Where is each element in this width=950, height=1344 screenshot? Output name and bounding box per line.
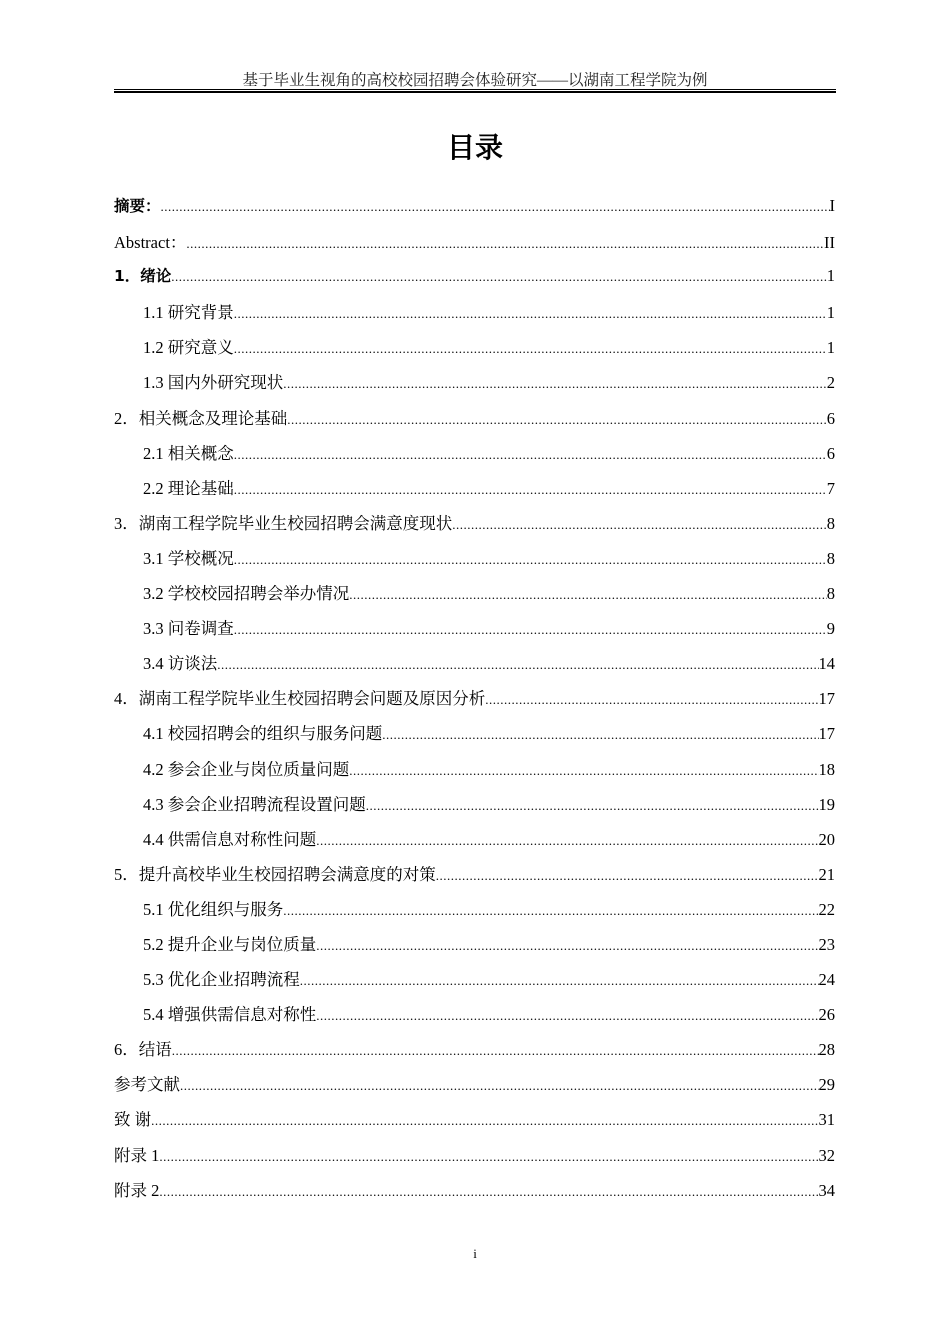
dot-leader [349, 763, 818, 779]
dot-leader [161, 199, 830, 215]
page-number: i [473, 1246, 477, 1261]
toc-entry[interactable] [114, 720, 835, 755]
toc-entry-page: 26 [818, 1005, 835, 1025]
toc-entry[interactable] [114, 229, 835, 264]
toc-entry-page: 19 [818, 794, 835, 814]
toc-entry-page: 14 [818, 654, 835, 674]
toc-entry-label: 附录 2 [114, 1180, 160, 1200]
toc-entry[interactable] [114, 369, 835, 404]
toc-entry-page: 8 [826, 513, 835, 533]
dot-leader [171, 269, 826, 285]
dot-leader [234, 482, 827, 498]
toc-entry-label: 4.2 参会企业与岗位质量问题 [143, 759, 350, 779]
dot-leader [159, 1184, 818, 1200]
toc-entry-page: 31 [818, 1110, 835, 1130]
toc-entry-label: 5.4 增强供需信息对称性 [143, 1005, 317, 1025]
toc-entry[interactable] [114, 685, 835, 720]
toc-entry[interactable] [114, 405, 835, 440]
toc-entry-label: 致 谢 [114, 1110, 152, 1130]
toc-entry-label: 5．提升高校毕业生校园招聘会满意度的对策 [114, 864, 436, 884]
toc-entry-page: 1 [826, 266, 835, 286]
toc-entry-page: II [824, 233, 835, 253]
toc-entry-label: 1.2 研究意义 [143, 338, 234, 358]
toc-entry-label: 4.4 供需信息对称性问题 [143, 829, 317, 849]
toc-entry-label: 1．绪论 [114, 267, 172, 286]
dot-leader [300, 973, 819, 989]
dot-leader [283, 903, 818, 919]
toc-entry-page: 7 [826, 478, 835, 498]
toc-entry[interactable] [114, 756, 835, 791]
toc-entry-label: 4.1 校园招聘会的组织与服务问题 [143, 724, 383, 744]
toc-entry-page: 20 [818, 829, 835, 849]
toc-entry-page: 8 [826, 584, 835, 604]
dot-leader [234, 447, 827, 463]
toc-entry-page: 6 [826, 408, 835, 428]
dot-leader [234, 306, 827, 322]
page-title: 目录 [446, 131, 503, 164]
dot-leader [382, 727, 818, 743]
toc-entry-page: 22 [818, 899, 835, 919]
dot-leader [180, 1078, 819, 1094]
toc-entry[interactable] [114, 931, 835, 966]
toc-entry-label: 3.2 学校校园招聘会举办情况 [143, 584, 350, 604]
toc-entry-label: 6．结语 [114, 1040, 172, 1060]
dot-leader [366, 798, 819, 814]
dot-leader [452, 517, 827, 533]
toc-entry-label: 5.1 优化组织与服务 [143, 899, 284, 919]
toc-entry-label: Abstract： [114, 233, 187, 253]
dot-leader [217, 657, 818, 673]
dot-leader [283, 376, 827, 392]
dot-leader [349, 587, 827, 603]
toc-entry[interactable] [114, 194, 835, 229]
toc-entry-label: 3．湖南工程学院毕业生校园招聘会满意度现状 [114, 513, 453, 533]
toc-entry[interactable] [114, 615, 835, 650]
table-of-contents [114, 194, 835, 1212]
running-header: 基于毕业生视角的高校校园招聘会体验研究——以湖南工程学院为例 [242, 72, 708, 89]
toc-entry-page: 18 [818, 759, 835, 779]
toc-entry[interactable] [114, 1142, 835, 1177]
toc-entry[interactable] [114, 861, 835, 896]
toc-entry[interactable] [114, 1106, 835, 1141]
toc-entry-page: 23 [818, 934, 835, 954]
toc-entry-page: 2 [826, 373, 835, 393]
toc-entry-label: 5.3 优化企业招聘流程 [143, 970, 300, 990]
dot-leader [151, 1113, 818, 1129]
dot-leader [234, 341, 827, 357]
toc-entry[interactable] [114, 440, 835, 475]
dot-leader [316, 833, 818, 849]
toc-entry-page: 17 [818, 724, 835, 744]
dot-leader [159, 1149, 818, 1165]
toc-entry-label: 3.4 访谈法 [143, 654, 218, 674]
toc-entry[interactable] [114, 264, 835, 299]
toc-entry-page: 8 [826, 548, 835, 568]
toc-entry-label: 2.1 相关概念 [143, 443, 234, 463]
toc-entry-page: 6 [826, 443, 835, 463]
dot-leader [485, 692, 818, 708]
toc-entry-label: 1.3 国内外研究现状 [143, 373, 284, 393]
toc-entry[interactable] [114, 1001, 835, 1036]
toc-entry[interactable] [114, 1177, 835, 1212]
toc-entry-page: 28 [818, 1040, 835, 1060]
toc-entry-label: 2.2 理论基础 [143, 478, 234, 498]
toc-entry[interactable] [114, 510, 835, 545]
toc-entry-label: 参考文献 [114, 1075, 180, 1095]
toc-entry-page: I [829, 196, 835, 215]
toc-entry[interactable] [114, 299, 835, 334]
dot-leader [186, 236, 824, 252]
dot-leader [436, 868, 819, 884]
toc-entry-page: 21 [818, 864, 835, 884]
toc-entry-label: 3.3 问卷调查 [143, 619, 234, 639]
dot-leader [287, 412, 827, 428]
toc-entry-page: 32 [818, 1145, 835, 1165]
toc-entry[interactable] [114, 1036, 835, 1071]
toc-entry[interactable] [114, 650, 835, 685]
toc-entry-page: 9 [826, 619, 835, 639]
toc-entry-page: 34 [818, 1180, 835, 1200]
toc-entry[interactable] [114, 896, 835, 931]
toc-entry-page: 29 [818, 1075, 835, 1095]
toc-entry[interactable] [114, 334, 835, 369]
toc-entry[interactable] [114, 966, 835, 1001]
toc-entry[interactable] [114, 545, 835, 580]
toc-entry-label: 3.1 学校概况 [143, 548, 234, 568]
toc-entry-page: 1 [826, 338, 835, 358]
header-rule-thick [114, 91, 836, 93]
toc-entry[interactable] [114, 475, 835, 510]
toc-entry-label: 附录 1 [114, 1145, 160, 1165]
toc-entry-label: 4．湖南工程学院毕业生校园招聘会问题及原因分析 [114, 689, 486, 709]
toc-entry-page: 17 [818, 689, 835, 709]
toc-entry-label: 摘要： [114, 197, 161, 215]
toc-entry[interactable] [114, 826, 835, 861]
dot-leader [234, 552, 827, 568]
dot-leader [172, 1043, 819, 1059]
toc-entry-page: 1 [826, 303, 835, 323]
header-rule-thin [114, 89, 836, 90]
toc-entry-label: 5.2 提升企业与岗位质量 [143, 934, 317, 954]
toc-entry-label: 2．相关概念及理论基础 [114, 408, 288, 428]
dot-leader [234, 622, 827, 638]
toc-entry-label: 1.1 研究背景 [143, 303, 234, 323]
toc-entry[interactable] [114, 580, 835, 615]
toc-entry-page: 24 [818, 970, 835, 990]
dot-leader [316, 938, 818, 954]
dot-leader [316, 1008, 818, 1024]
toc-entry[interactable] [114, 1071, 835, 1106]
toc-entry[interactable] [114, 791, 835, 826]
toc-entry-label: 4.3 参会企业招聘流程设置问题 [143, 794, 366, 814]
